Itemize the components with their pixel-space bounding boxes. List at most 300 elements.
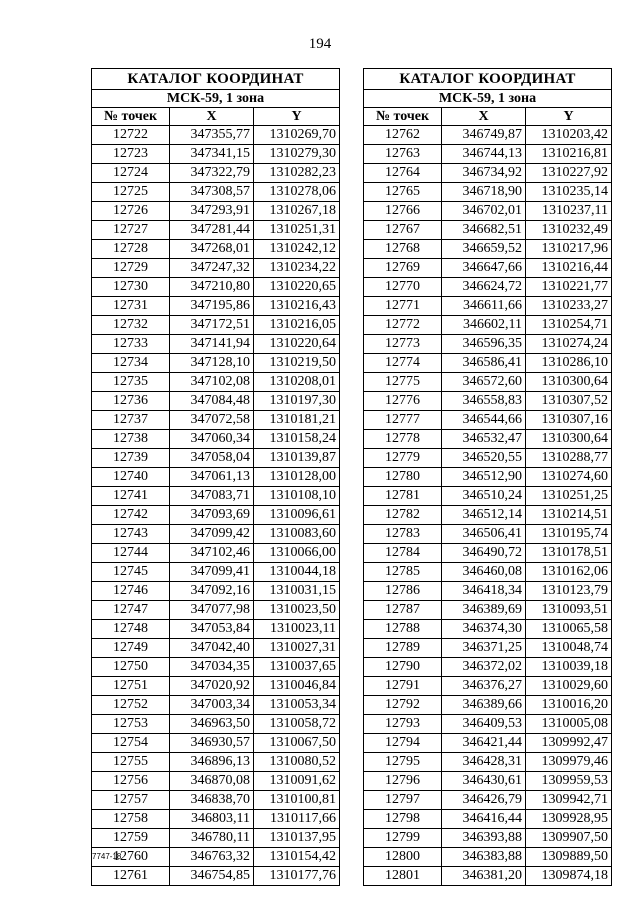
point-number-cell: 12741 [92,487,170,506]
x-coordinate-cell: 346418,34 [442,582,526,601]
table-row [92,164,340,183]
point-number-cell: 12779 [364,449,442,468]
y-coordinate-cell: 1309928,95 [526,810,612,829]
table-row [364,582,612,601]
y-coordinate-cell: 1310005,08 [526,715,612,734]
point-number-cell: 12772 [364,316,442,335]
x-coordinate-cell: 347293,91 [170,202,254,221]
x-coordinate-cell: 347061,13 [170,468,254,487]
table-row [364,734,612,753]
y-coordinate-cell: 1310216,81 [526,145,612,164]
x-coordinate-cell: 346803,11 [170,810,254,829]
point-number-cell: 12756 [92,772,170,791]
y-coordinate-cell: 1310233,27 [526,297,612,316]
point-number-cell: 12749 [92,639,170,658]
table-row [364,145,612,164]
y-coordinate-cell: 1310203,42 [526,126,612,145]
coordinate-zone: МСК-59, 1 зона [92,90,340,108]
y-coordinate-cell: 1310254,71 [526,316,612,335]
point-number-cell: 12731 [92,297,170,316]
x-coordinate-cell: 346430,61 [442,772,526,791]
y-coordinate-cell: 1310217,96 [526,240,612,259]
point-number-cell: 12746 [92,582,170,601]
point-number-cell: 12785 [364,563,442,582]
x-coordinate-cell: 346763,32 [170,848,254,867]
table-row [364,316,612,335]
table-row [364,259,612,278]
point-number-cell: 12750 [92,658,170,677]
table-row [92,867,340,886]
point-number-cell: 12791 [364,677,442,696]
y-coordinate-cell: 1310219,50 [254,354,340,373]
point-number-cell: 12788 [364,620,442,639]
table-row [364,639,612,658]
y-coordinate-cell: 1310208,01 [254,373,340,392]
column-header-y: Y [254,108,340,126]
y-coordinate-cell: 1310237,11 [526,202,612,221]
point-number-cell: 12753 [92,715,170,734]
x-coordinate-cell: 347141,94 [170,335,254,354]
point-number-cell: 12761 [92,867,170,886]
point-number-cell: 12797 [364,791,442,810]
x-coordinate-cell: 346596,35 [442,335,526,354]
y-coordinate-cell: 1309874,18 [526,867,612,886]
y-coordinate-cell: 1310083,60 [254,525,340,544]
point-number-cell: 12775 [364,373,442,392]
point-number-cell: 12727 [92,221,170,240]
point-number-cell: 12784 [364,544,442,563]
x-coordinate-cell: 347247,32 [170,259,254,278]
y-coordinate-cell: 1310286,10 [526,354,612,373]
x-coordinate-cell: 346734,92 [442,164,526,183]
x-coordinate-cell: 346383,88 [442,848,526,867]
y-coordinate-cell: 1310216,43 [254,297,340,316]
catalog-title: КАТАЛОГ КООРДИНАТ [364,69,612,90]
point-number-cell: 12754 [92,734,170,753]
y-coordinate-cell: 1310197,30 [254,392,340,411]
x-coordinate-cell: 347034,35 [170,658,254,677]
table-row [364,620,612,639]
table-row [92,791,340,810]
x-coordinate-cell: 346512,14 [442,506,526,525]
point-number-cell: 12747 [92,601,170,620]
table-row [364,468,612,487]
y-coordinate-cell: 1310216,05 [254,316,340,335]
table-row [364,430,612,449]
point-number-cell: 12782 [364,506,442,525]
y-coordinate-cell: 1310065,58 [526,620,612,639]
x-coordinate-cell: 346963,50 [170,715,254,734]
point-number-cell: 12799 [364,829,442,848]
table-row [92,297,340,316]
x-coordinate-cell: 346372,02 [442,658,526,677]
table-row [364,392,612,411]
table-row [92,278,340,297]
x-coordinate-cell: 346416,44 [442,810,526,829]
point-number-cell: 12771 [364,297,442,316]
point-number-cell: 12774 [364,354,442,373]
table-row [92,487,340,506]
point-number-cell: 12726 [92,202,170,221]
y-coordinate-cell: 1310031,15 [254,582,340,601]
table-row [364,240,612,259]
table-row [364,202,612,221]
column-header-x: X [442,108,526,126]
y-coordinate-cell: 1310162,06 [526,563,612,582]
table-row [92,677,340,696]
y-coordinate-cell: 1310300,64 [526,373,612,392]
table-row [364,677,612,696]
x-coordinate-cell: 347355,77 [170,126,254,145]
table-row [364,601,612,620]
point-number-cell: 12743 [92,525,170,544]
x-coordinate-cell: 347281,44 [170,221,254,240]
point-number-cell: 12751 [92,677,170,696]
y-coordinate-cell: 1310046,84 [254,677,340,696]
table-row [92,753,340,772]
point-number-cell: 12737 [92,411,170,430]
table-row [92,639,340,658]
point-number-cell: 12724 [92,164,170,183]
y-coordinate-cell: 1310108,10 [254,487,340,506]
point-number-cell: 12723 [92,145,170,164]
column-header-x: X [170,108,254,126]
point-number-cell: 12781 [364,487,442,506]
point-number-cell: 12732 [92,316,170,335]
y-coordinate-cell: 1310300,64 [526,430,612,449]
x-coordinate-cell: 346371,25 [442,639,526,658]
table-row [364,506,612,525]
table-row [92,696,340,715]
y-coordinate-cell: 1310154,42 [254,848,340,867]
x-coordinate-cell: 347084,48 [170,392,254,411]
table-row [364,658,612,677]
table-row [364,696,612,715]
x-coordinate-cell: 346409,53 [442,715,526,734]
table-row [92,525,340,544]
point-number-cell: 12735 [92,373,170,392]
point-number-cell: 12770 [364,278,442,297]
y-coordinate-cell: 1310251,25 [526,487,612,506]
table-row [92,145,340,164]
x-coordinate-cell: 347020,92 [170,677,254,696]
table-row [92,772,340,791]
point-number-cell: 12752 [92,696,170,715]
x-coordinate-cell: 347210,80 [170,278,254,297]
table-row [364,221,612,240]
point-number-cell: 12757 [92,791,170,810]
x-coordinate-cell: 347268,01 [170,240,254,259]
table-row [92,430,340,449]
table-row [364,829,612,848]
point-number-cell: 12773 [364,335,442,354]
point-number-cell: 12780 [364,468,442,487]
x-coordinate-cell: 347099,41 [170,563,254,582]
y-coordinate-cell: 1310158,24 [254,430,340,449]
column-header-point: № точек [92,108,170,126]
table-row [364,373,612,392]
y-coordinate-cell: 1310053,34 [254,696,340,715]
point-number-cell: 12760 [92,848,170,867]
table-row [92,259,340,278]
y-coordinate-cell: 1310220,64 [254,335,340,354]
point-number-cell: 12763 [364,145,442,164]
point-number-cell: 12742 [92,506,170,525]
y-coordinate-cell: 1310216,44 [526,259,612,278]
y-coordinate-cell: 1310195,74 [526,525,612,544]
y-coordinate-cell: 1310023,50 [254,601,340,620]
point-number-cell: 12730 [92,278,170,297]
y-coordinate-cell: 1310267,18 [254,202,340,221]
y-coordinate-cell: 1310039,18 [526,658,612,677]
point-number-cell: 12790 [364,658,442,677]
x-coordinate-cell: 347093,69 [170,506,254,525]
x-coordinate-cell: 346460,08 [442,563,526,582]
x-coordinate-cell: 347195,86 [170,297,254,316]
x-coordinate-cell: 346586,41 [442,354,526,373]
table-row [92,240,340,259]
x-coordinate-cell: 347172,51 [170,316,254,335]
x-coordinate-cell: 347341,15 [170,145,254,164]
page-number: 194 [308,36,332,52]
table-row [92,468,340,487]
y-coordinate-cell: 1310066,00 [254,544,340,563]
point-number-cell: 12798 [364,810,442,829]
x-coordinate-cell: 346428,31 [442,753,526,772]
point-number-cell: 12759 [92,829,170,848]
point-number-cell: 12762 [364,126,442,145]
point-number-cell: 12734 [92,354,170,373]
table-row [364,487,612,506]
x-coordinate-cell: 347077,98 [170,601,254,620]
x-coordinate-cell: 346870,08 [170,772,254,791]
point-number-cell: 12758 [92,810,170,829]
x-coordinate-cell: 346558,83 [442,392,526,411]
table-row [92,373,340,392]
y-coordinate-cell: 1310128,00 [254,468,340,487]
table-row [92,126,340,145]
y-coordinate-cell: 1309942,71 [526,791,612,810]
table-row [92,563,340,582]
x-coordinate-cell: 346744,13 [442,145,526,164]
y-coordinate-cell: 1309979,46 [526,753,612,772]
table-row [92,810,340,829]
table-row [364,164,612,183]
x-coordinate-cell: 346602,11 [442,316,526,335]
x-coordinate-cell: 346374,30 [442,620,526,639]
catalog-title: КАТАЛОГ КООРДИНАТ [92,69,340,90]
y-coordinate-cell: 1310227,92 [526,164,612,183]
point-number-cell: 12793 [364,715,442,734]
x-coordinate-cell: 346389,66 [442,696,526,715]
table-row [364,867,612,886]
y-coordinate-cell: 1310058,72 [254,715,340,734]
table-row [364,810,612,829]
y-coordinate-cell: 1310307,52 [526,392,612,411]
y-coordinate-cell: 1310220,65 [254,278,340,297]
x-coordinate-cell: 346718,90 [442,183,526,202]
point-number-cell: 12789 [364,639,442,658]
y-coordinate-cell: 1310251,31 [254,221,340,240]
table-row [364,354,612,373]
column-header-y: Y [526,108,612,126]
x-coordinate-cell: 346506,41 [442,525,526,544]
point-number-cell: 12733 [92,335,170,354]
table-row [364,563,612,582]
x-coordinate-cell: 346389,69 [442,601,526,620]
y-coordinate-cell: 1310232,49 [526,221,612,240]
document-code: 7747-18 [92,852,122,861]
x-coordinate-cell: 346421,44 [442,734,526,753]
x-coordinate-cell: 346381,20 [442,867,526,886]
point-number-cell: 12792 [364,696,442,715]
x-coordinate-cell: 346702,01 [442,202,526,221]
point-number-cell: 12740 [92,468,170,487]
coordinate-catalog-right [363,68,612,886]
y-coordinate-cell: 1309992,47 [526,734,612,753]
point-number-cell: 12768 [364,240,442,259]
point-number-cell: 12729 [92,259,170,278]
table-row [364,544,612,563]
x-coordinate-cell: 346512,90 [442,468,526,487]
table-row [92,506,340,525]
x-coordinate-cell: 346510,24 [442,487,526,506]
point-number-cell: 12766 [364,202,442,221]
point-number-cell: 12764 [364,164,442,183]
y-coordinate-cell: 1310037,65 [254,658,340,677]
y-coordinate-cell: 1310274,60 [526,468,612,487]
x-coordinate-cell: 346624,72 [442,278,526,297]
x-coordinate-cell: 347042,40 [170,639,254,658]
point-number-cell: 12769 [364,259,442,278]
point-number-cell: 12794 [364,734,442,753]
y-coordinate-cell: 1310242,12 [254,240,340,259]
point-number-cell: 12767 [364,221,442,240]
y-coordinate-cell: 1310288,77 [526,449,612,468]
x-coordinate-cell: 346780,11 [170,829,254,848]
x-coordinate-cell: 346520,55 [442,449,526,468]
x-coordinate-cell: 346749,87 [442,126,526,145]
y-coordinate-cell: 1310048,74 [526,639,612,658]
y-coordinate-cell: 1310178,51 [526,544,612,563]
point-number-cell: 12744 [92,544,170,563]
x-coordinate-cell: 347060,34 [170,430,254,449]
y-coordinate-cell: 1310096,61 [254,506,340,525]
y-coordinate-cell: 1310181,21 [254,411,340,430]
table-row [92,354,340,373]
point-number-cell: 12738 [92,430,170,449]
table-row [364,449,612,468]
y-coordinate-cell: 1310139,87 [254,449,340,468]
table-row [92,392,340,411]
x-coordinate-cell: 346544,66 [442,411,526,430]
table-row [92,734,340,753]
point-number-cell: 12728 [92,240,170,259]
y-coordinate-cell: 1310137,95 [254,829,340,848]
x-coordinate-cell: 346659,52 [442,240,526,259]
point-number-cell: 12745 [92,563,170,582]
y-coordinate-cell: 1310117,66 [254,810,340,829]
x-coordinate-cell: 346376,27 [442,677,526,696]
y-coordinate-cell: 1310044,18 [254,563,340,582]
point-number-cell: 12796 [364,772,442,791]
x-coordinate-cell: 346393,88 [442,829,526,848]
table-row [364,753,612,772]
x-coordinate-cell: 346896,13 [170,753,254,772]
point-number-cell: 12722 [92,126,170,145]
y-coordinate-cell: 1310214,51 [526,506,612,525]
y-coordinate-cell: 1310221,77 [526,278,612,297]
table-row [92,582,340,601]
table-row [364,772,612,791]
table-body [92,126,340,886]
x-coordinate-cell: 347102,46 [170,544,254,563]
coordinate-zone: МСК-59, 1 зона [364,90,612,108]
x-coordinate-cell: 347053,84 [170,620,254,639]
x-coordinate-cell: 347058,04 [170,449,254,468]
column-header-point: № точек [364,108,442,126]
y-coordinate-cell: 1310307,16 [526,411,612,430]
x-coordinate-cell: 347102,08 [170,373,254,392]
x-coordinate-cell: 346490,72 [442,544,526,563]
y-coordinate-cell: 1310093,51 [526,601,612,620]
table-row [364,525,612,544]
x-coordinate-cell: 347003,34 [170,696,254,715]
x-coordinate-cell: 346572,60 [442,373,526,392]
y-coordinate-cell: 1310282,23 [254,164,340,183]
y-coordinate-cell: 1310100,81 [254,791,340,810]
y-coordinate-cell: 1310177,76 [254,867,340,886]
x-coordinate-cell: 346754,85 [170,867,254,886]
x-coordinate-cell: 346838,70 [170,791,254,810]
x-coordinate-cell: 347308,57 [170,183,254,202]
x-coordinate-cell: 347322,79 [170,164,254,183]
point-number-cell: 12765 [364,183,442,202]
x-coordinate-cell: 347092,16 [170,582,254,601]
x-coordinate-cell: 346930,57 [170,734,254,753]
x-coordinate-cell: 347083,71 [170,487,254,506]
y-coordinate-cell: 1310278,06 [254,183,340,202]
table-row [92,183,340,202]
y-coordinate-cell: 1310235,14 [526,183,612,202]
table-row [364,126,612,145]
point-number-cell: 12736 [92,392,170,411]
y-coordinate-cell: 1309889,50 [526,848,612,867]
y-coordinate-cell: 1310269,70 [254,126,340,145]
point-number-cell: 12725 [92,183,170,202]
table-row [364,411,612,430]
point-number-cell: 12787 [364,601,442,620]
y-coordinate-cell: 1310080,52 [254,753,340,772]
table-row [364,848,612,867]
point-number-cell: 12776 [364,392,442,411]
y-coordinate-cell: 1310029,60 [526,677,612,696]
table-row [92,715,340,734]
point-number-cell: 12778 [364,430,442,449]
y-coordinate-cell: 1310016,20 [526,696,612,715]
table-row [364,335,612,354]
x-coordinate-cell: 347099,42 [170,525,254,544]
table-row [92,316,340,335]
y-coordinate-cell: 1310123,79 [526,582,612,601]
y-coordinate-cell: 1310234,22 [254,259,340,278]
y-coordinate-cell: 1310023,11 [254,620,340,639]
point-number-cell: 12739 [92,449,170,468]
table-row [92,221,340,240]
point-number-cell: 12783 [364,525,442,544]
y-coordinate-cell: 1310091,62 [254,772,340,791]
table-row [92,620,340,639]
